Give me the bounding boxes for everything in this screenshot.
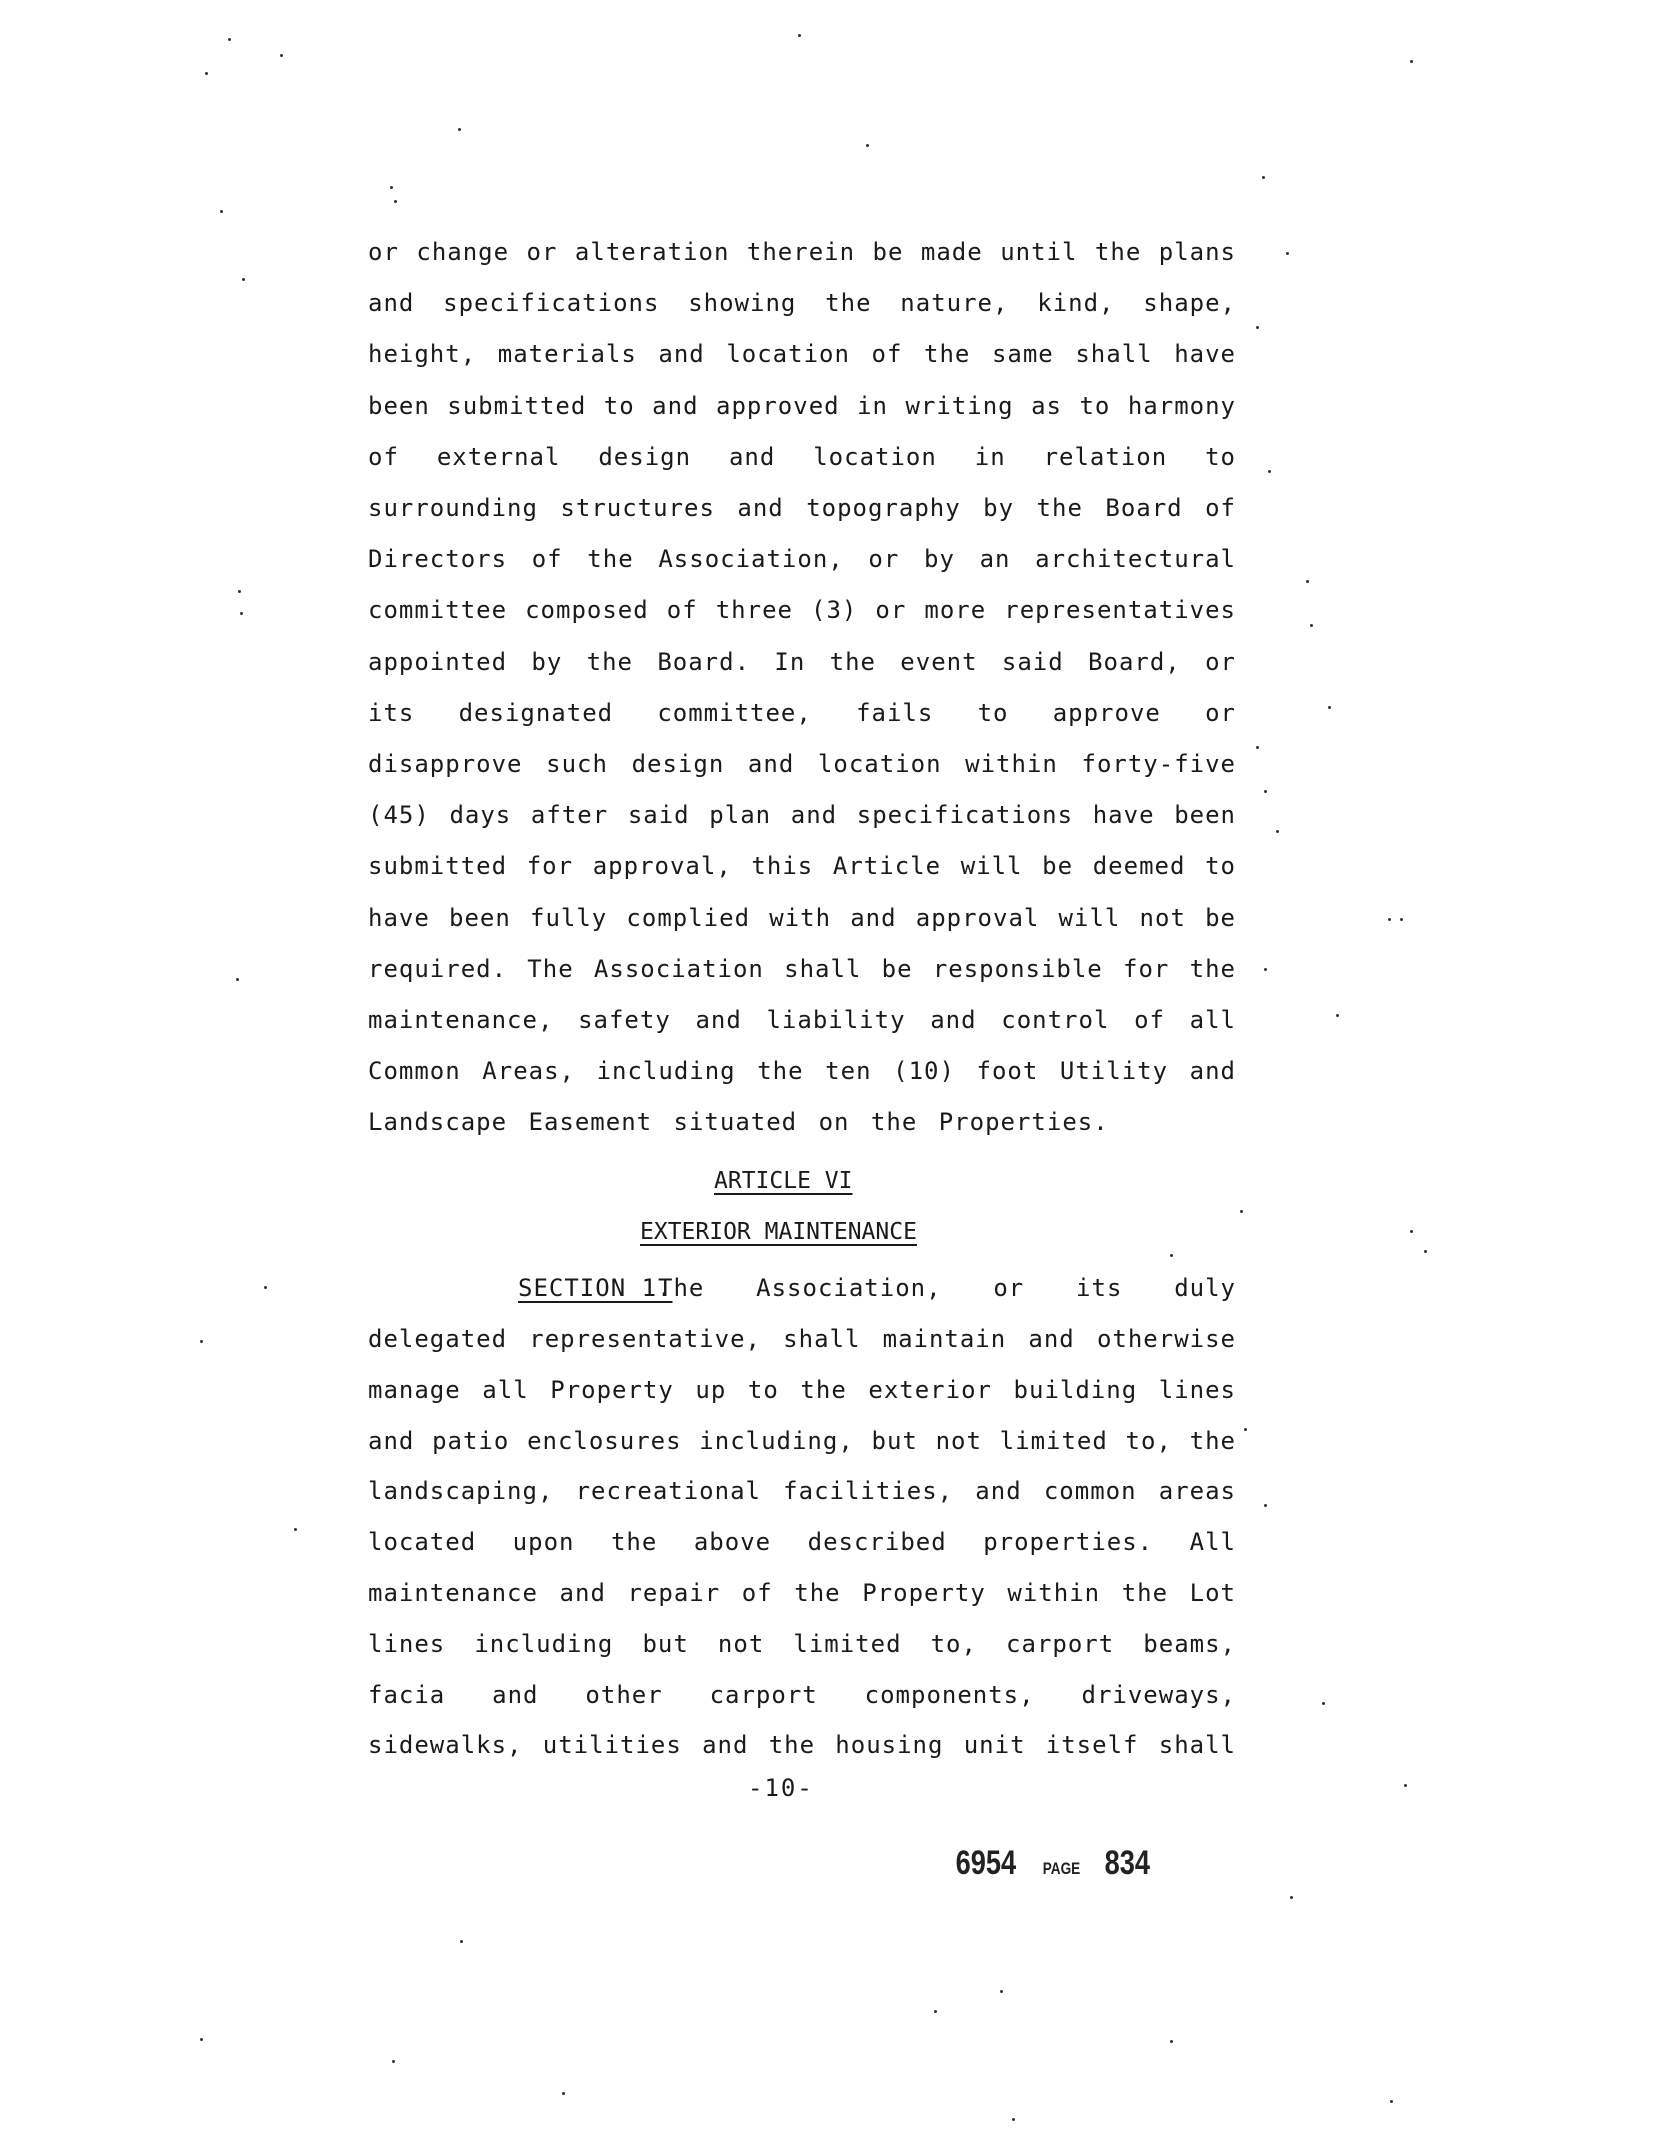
scan-speck [1424, 1250, 1427, 1253]
body-text-line: height, materials and location of the same shall have [368, 340, 1236, 369]
article-heading: ARTICLE VI [714, 1168, 853, 1194]
scan-speck [1390, 2100, 1393, 2103]
section-text-line: delegated representative, shall maintain and otherwise [368, 1325, 1236, 1353]
scan-speck [200, 2038, 203, 2041]
scan-speck [236, 978, 239, 981]
body-text-line: Landscape Easement situated on the Properties. [368, 1108, 1109, 1137]
scan-speck [1000, 1990, 1003, 1993]
book-page-number: 834 [1105, 1844, 1151, 1882]
body-text-line: submitted for approval, this Article will be deemed to [368, 852, 1236, 881]
body-text-line: and specifications showing the nature, kind, shape, [368, 289, 1236, 318]
scan-speck [1410, 1230, 1413, 1233]
body-text-line: appointed by the Board. In the event said Board, or [368, 647, 1236, 676]
scan-speck [934, 2010, 937, 2013]
scan-speck [394, 200, 397, 203]
scan-speck [1336, 1014, 1339, 1017]
body-text-line: or change or alteration therein be made until the plans [368, 238, 1236, 266]
scan-speck [866, 144, 869, 147]
scan-speck [242, 278, 245, 281]
body-text-line: surrounding structures and topography by the Board of [368, 494, 1236, 522]
scan-speck [1240, 1210, 1243, 1213]
scan-speck [1306, 580, 1309, 583]
scan-speck [1388, 918, 1391, 921]
section-text-line: landscaping, recreational facilities, and common areas [368, 1477, 1236, 1506]
body-text-line: (45) days after said plan and specifications have been [368, 801, 1236, 830]
section-text-line: manage all Property up to the exterior building lines [368, 1375, 1236, 1404]
section-text-line: maintenance and repair of the Property within the Lot [368, 1579, 1236, 1607]
body-text-line: have been fully complied with and approval will not be [368, 903, 1236, 932]
section-text-line: sidewalks, utilities and the housing unit itself shall [368, 1731, 1236, 1760]
scan-speck [562, 2092, 565, 2095]
book-page-label: PAGE [1042, 1859, 1081, 1878]
body-text-line: its designated committee, fails to approve or [368, 698, 1236, 727]
section-text-line: located upon the above described properties. All [368, 1528, 1236, 1557]
scan-speck [1410, 60, 1413, 63]
scan-speck [240, 612, 243, 615]
scan-speck [1012, 2118, 1015, 2121]
article-title: EXTERIOR MAINTENANCE [640, 1219, 917, 1245]
scan-speck [1328, 706, 1331, 709]
scan-speck [205, 72, 208, 75]
body-text-line: Directors of the Association, or by an architectural [368, 545, 1236, 574]
scan-speck [1268, 470, 1271, 473]
scan-speck [798, 34, 801, 37]
book-page-stamp [948, 1844, 1156, 1883]
body-text-line: of external design and location in relation to [368, 442, 1236, 471]
section-text-line: facia and other carport components, driveways, [368, 1680, 1236, 1709]
body-text-line: required. The Association shall be responsible for the [368, 954, 1236, 983]
section-first-line-text: The Association, or its duly [658, 1274, 1236, 1302]
page-number: -10- [748, 1774, 814, 1802]
scan-speck [294, 1528, 297, 1531]
scan-speck [1290, 1896, 1293, 1899]
scan-speck [1256, 326, 1259, 329]
body-text-line: disapprove such design and location within forty-five [368, 750, 1236, 778]
section-heading: SECTION 1. [518, 1274, 673, 1302]
scan-speck [1256, 746, 1259, 749]
scan-speck [1170, 1254, 1173, 1257]
scan-speck [1276, 830, 1279, 833]
scan-speck [1264, 1504, 1267, 1507]
body-text-line: committee composed of three (3) or more representatives [368, 596, 1236, 625]
scan-speck [1404, 1784, 1407, 1787]
body-text-line: Common Areas, including the ten (10) foot Utility and [368, 1057, 1236, 1086]
scan-speck [1322, 1702, 1325, 1705]
scan-speck [280, 54, 283, 57]
scan-speck [228, 38, 231, 41]
body-text-line: maintenance, safety and liability and control of all [368, 1006, 1236, 1034]
section-first-line [368, 1268, 1236, 1308]
book-number: 6954 [955, 1844, 1017, 1882]
scan-speck [460, 1940, 463, 1943]
scan-speck [1170, 2040, 1173, 2043]
scan-speck [238, 590, 241, 593]
scan-speck [264, 1286, 267, 1289]
scan-speck [1244, 1428, 1247, 1431]
scan-speck [200, 1340, 203, 1343]
section-text-line: and patio enclosures including, but not limited to, the [368, 1426, 1236, 1455]
scan-speck [1286, 252, 1289, 255]
scan-speck [1400, 918, 1403, 921]
scan-speck [1264, 968, 1267, 971]
scan-speck [390, 186, 393, 189]
scan-speck [1310, 624, 1313, 627]
section-text-line: lines including but not limited to, carport beams, [368, 1629, 1236, 1658]
body-text-line: been submitted to and approved in writing as to harmony [368, 391, 1236, 420]
scan-speck [1262, 176, 1265, 179]
scan-speck [458, 128, 461, 131]
scan-speck [1264, 790, 1267, 793]
scan-speck [220, 210, 223, 213]
scan-speck [392, 2060, 395, 2063]
